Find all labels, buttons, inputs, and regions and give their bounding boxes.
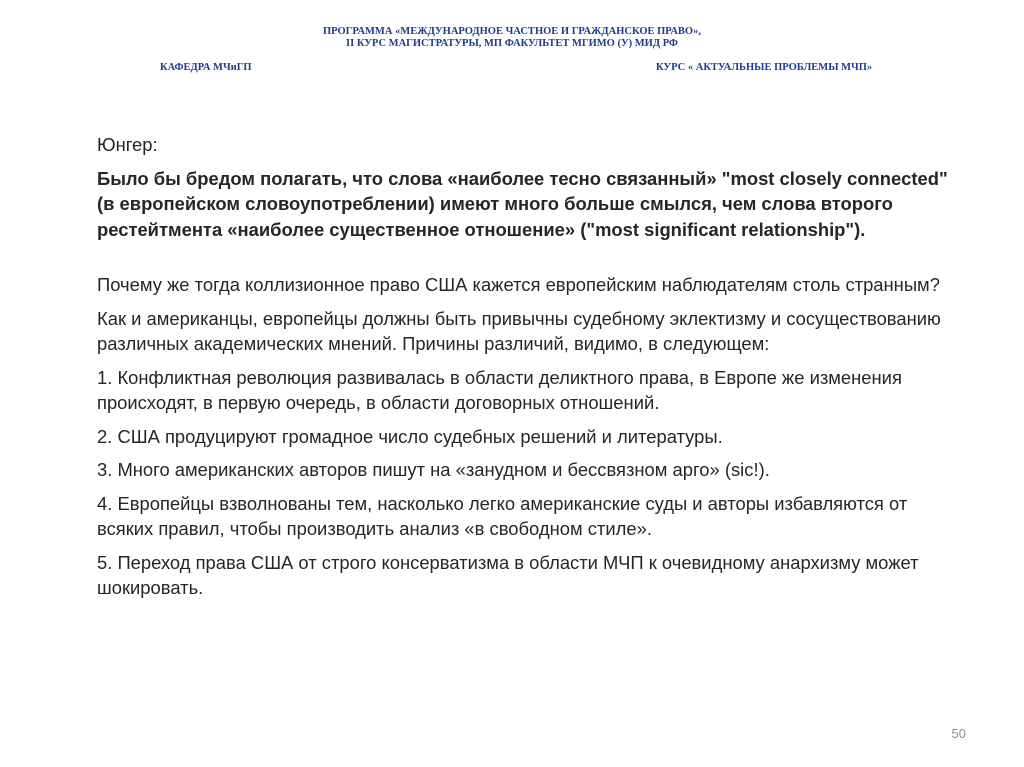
program-title-line-1: ПРОГРАММА «МЕЖДУНАРОДНОЕ ЧАСТНОЕ И ГРАЖДАНСКОЕ ПРАВО», [323, 26, 701, 37]
list-item: 2. США продуцируют громадное число судебных решений и литературы. [97, 425, 723, 447]
intro-paragraph: Как и американцы, европейцы должны быть привычны судебному эклектизму и сосуществованию различных академических мнений. Причины различий, видимо, в следующем: [97, 307, 941, 354]
slide-number: 50 [951, 726, 966, 741]
list-item: 1. Конфликтная революция развивалась в области деликтного права, в Европе же изменения происходят, в первую очередь, в области договорных отношений. [97, 366, 902, 413]
question-paragraph: Почему же тогда коллизионное право США кажется европейским наблюдателям столь странным? [97, 274, 940, 295]
author-name: Юнгер: [97, 134, 158, 155]
program-title-line-2: II КУРС МАГИСТРАТУРЫ, МП ФАКУЛЬТЕТ МГИМО (У) МИД РФ [346, 38, 678, 49]
program-header [0, 26, 1024, 50]
department-label: КАФЕДРА МЧиГП [160, 62, 252, 73]
quote-text: Было бы бредом полагать, что слова «наиболее тесно связанный» "most closely connected" (в европейском словоупотреблении) имеют много больше смылся, чем слова второго рестейтмента «наиболее существенное отношение» ("most significant relationship"). [97, 167, 948, 240]
slide-content [97, 132, 957, 609]
course-label: КУРС « АКТУАЛЬНЫЕ ПРОБЛЕМЫ МЧП» [656, 62, 873, 73]
list-item: 5. Переход права США от строго консерватизма в области МЧП к очевидному анархизму может шокировать. [97, 551, 919, 598]
list-item: 3. Много американских авторов пишут на «занудном и бессвязном арго» (sic!). [97, 459, 770, 480]
list-item: 4. Европейцы взволнованы тем, насколько легко американские суды и авторы избавляются от всяких правил, чтобы производить анализ «в свободном стиле». [97, 492, 908, 539]
